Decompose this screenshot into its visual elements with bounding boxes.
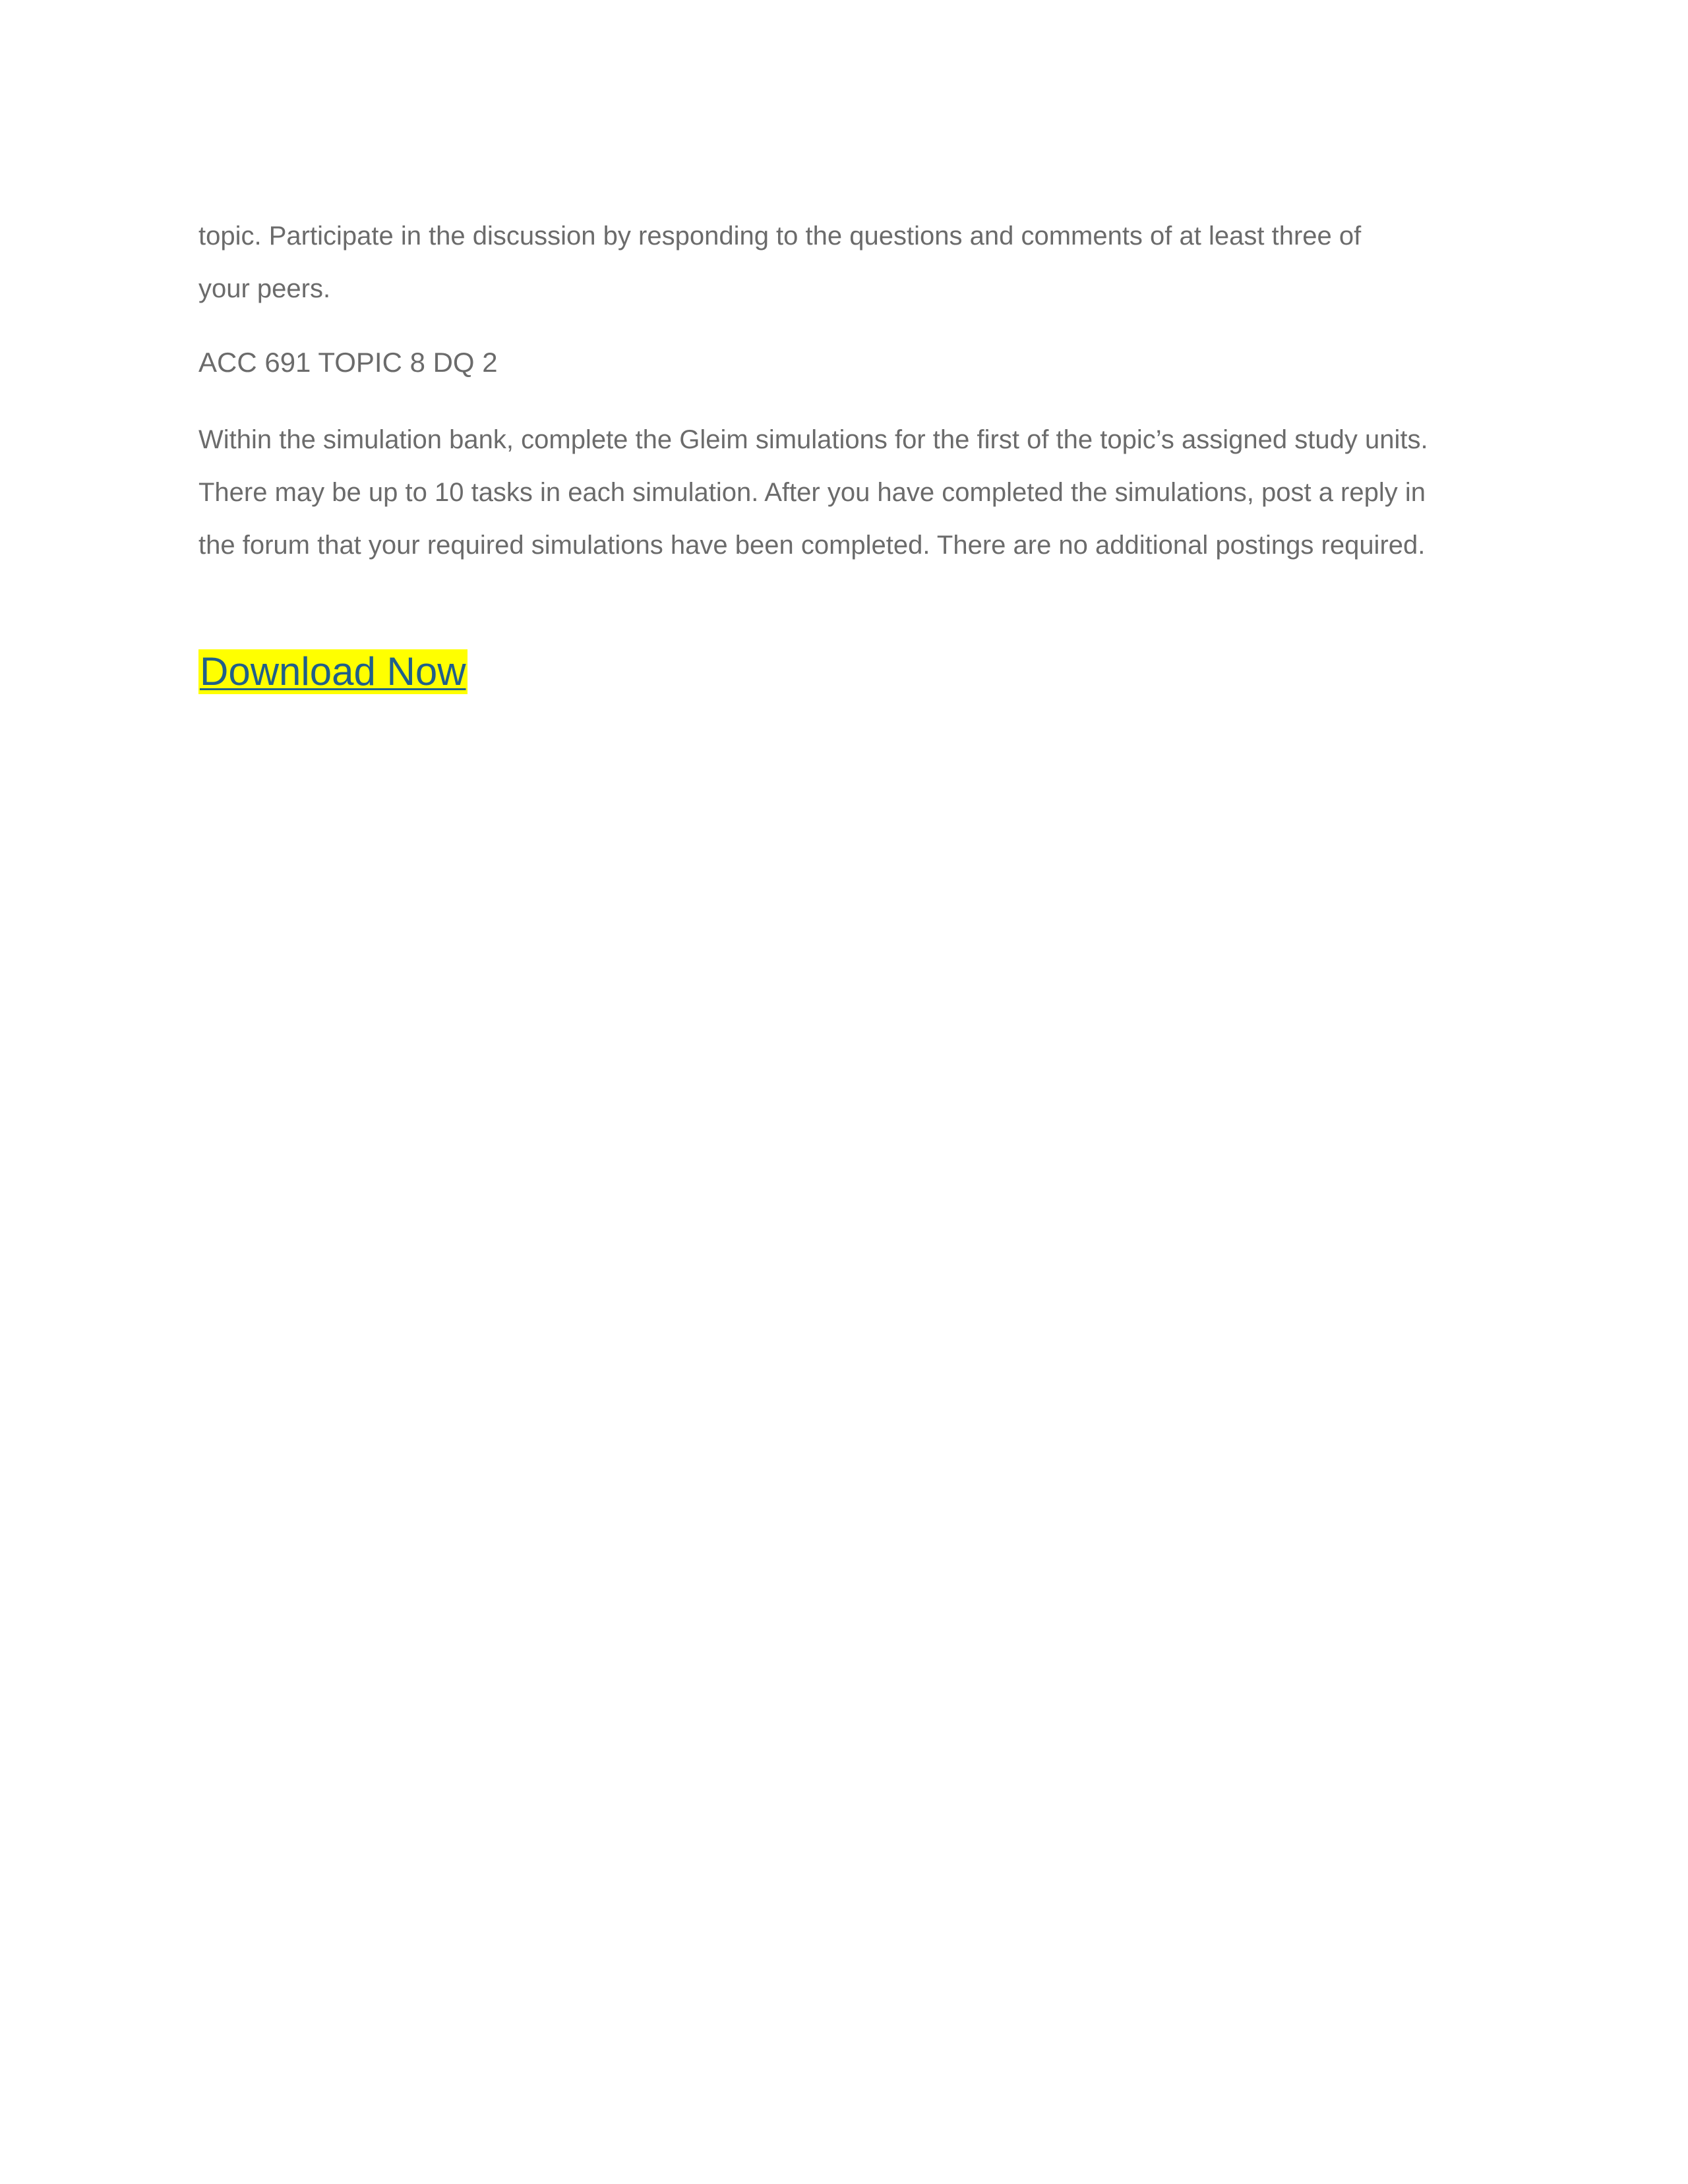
instructions-paragraph-line: Within the simulation bank, complete the Gleim simulations for the first of the topic’s assigned study units. [198,425,1428,454]
section-heading: ACC 691 TOPIC 8 DQ 2 [198,347,498,378]
instructions-paragraph-line: There may be up to 10 tasks in each simulation. After you have completed the simulations, post a reply in [198,478,1426,507]
intro-paragraph-line: topic. Participate in the discussion by responding to the questions and comments of at least three of [198,221,1362,251]
download-now-link[interactable]: Download Now [200,649,466,694]
instructions-paragraph-line: the forum that your required simulations have been completed. There are no additional postings required. [198,531,1426,560]
intro-paragraph [198,210,1497,315]
intro-paragraph-line: your peers. [198,274,331,303]
instructions-paragraph [198,413,1497,572]
